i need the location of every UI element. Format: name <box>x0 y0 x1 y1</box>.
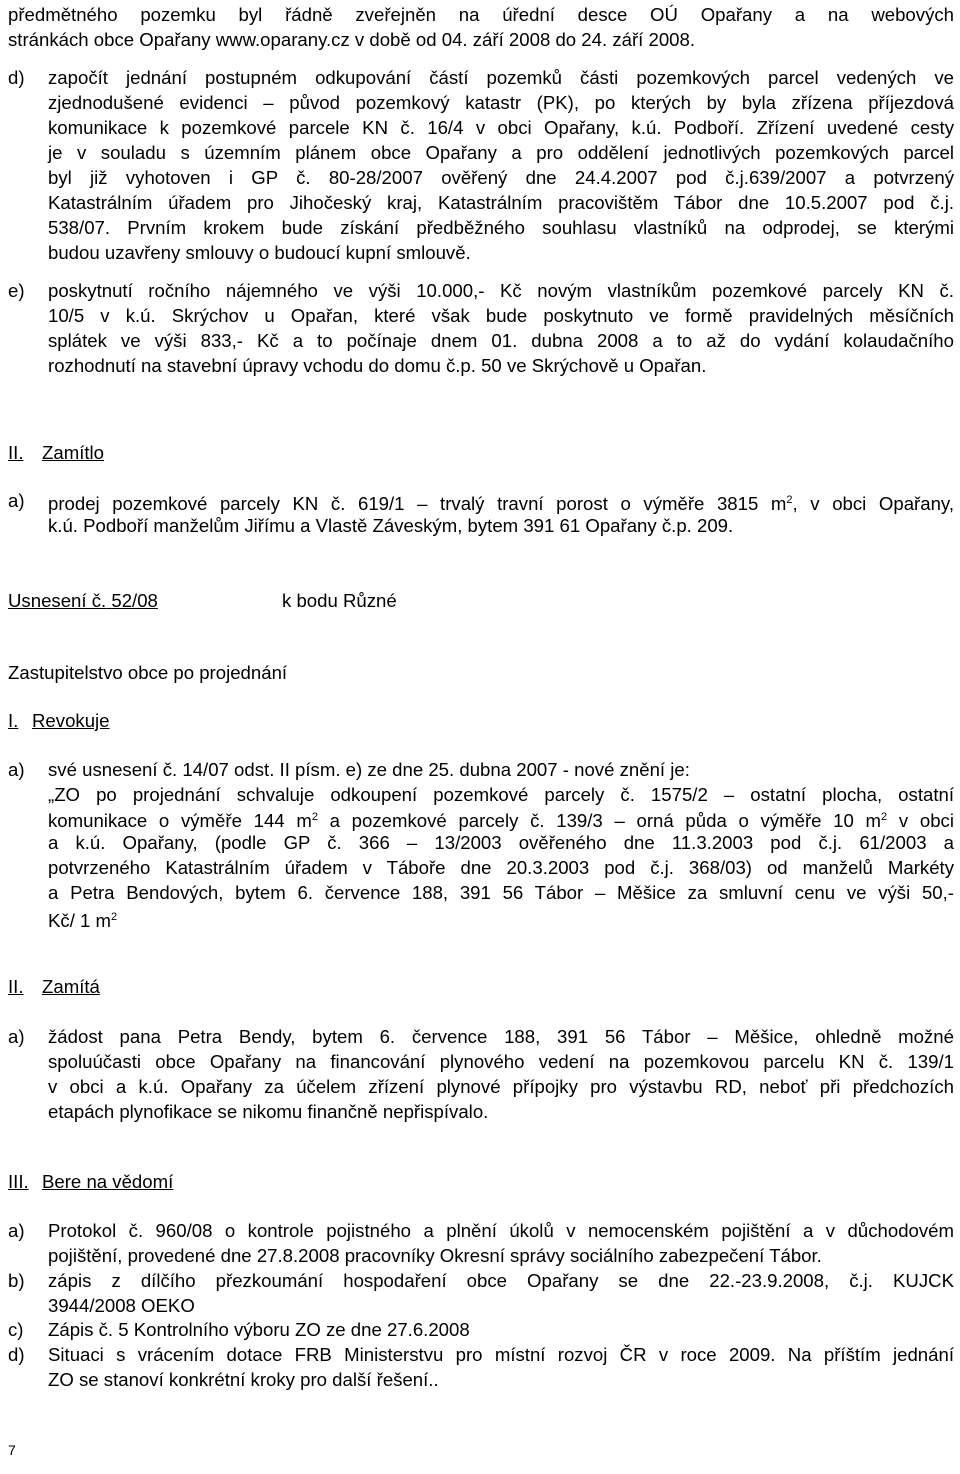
bere-line: Situaci s vrácením dotace FRB Ministerstvu pro místní rozvoj ČR v roce 2009. Na příštím jednání <box>48 1344 954 1365</box>
revokuje-line: „ZO po projednání schvaluje odkoupení pozemkové parcely č. 1575/2 – ostatní plocha, ostatní <box>48 784 954 805</box>
superscript: 2 <box>311 811 318 823</box>
text-segment: komunikace o výměře 144 m <box>48 810 312 832</box>
document-page <box>8 0 954 1474</box>
section-heading-zamita <box>8 974 100 999</box>
section-number: II. <box>8 442 24 463</box>
section-title: Zamítlo <box>42 442 104 463</box>
section-title: Revokuje <box>32 710 110 731</box>
bere-item-label: b) <box>8 1270 25 1291</box>
text-segment: prodej pozemkové parcely KN č. 619/1 – trvalý travní porost o výměře 3815 m <box>48 493 787 515</box>
item-d-line: je v souladu s územním plánem obce Opařany a pro oddělení jednotlivých pozemkových parcel <box>48 142 954 163</box>
zamita-line: žádost pana Petra Bendy, bytem 6. července 188, 391 56 Tábor – Měšice, ohledně možné <box>48 1026 954 1047</box>
item-e-line: poskytnutí ročního nájemného ve výši 10.000,- Kč novým vlastníkům pozemkové parcely KN č. <box>48 280 954 301</box>
superscript: 2 <box>786 494 793 506</box>
revokuje-line: a Petra Bendových, bytem 6. července 188, 391 56 Tábor – Měšice za smluvní cenu ve výši 50,- <box>48 882 954 903</box>
bere-line: Zápis č. 5 Kontrolního výboru ZO ze dne 27.6.2008 <box>48 1319 470 1340</box>
revokuje-line <box>48 905 954 933</box>
text-segment: Kč/ 1 m <box>48 910 112 932</box>
bere-item-label: a) <box>8 1220 25 1241</box>
item-d-line: zjednodušené evidenci – původ pozemkový katastr (PK), po kterých by byla zřízena příjezdová <box>48 92 954 113</box>
resolution-number: 52/08 <box>111 590 158 611</box>
section-heading-revokuje <box>8 708 110 733</box>
item-d-line: byl již vyhotoven i GP č. 80-28/2007 ověřený dne 24.4.2007 pod č.j.639/2007 a potvrzený <box>48 167 954 188</box>
bere-line: 3944/2008 OEKO <box>48 1295 195 1316</box>
council-intro: Zastupitelstvo obce po projednání <box>8 662 288 683</box>
item-d-line: 538/07. Prvním krokem bude získání předběžného souhlasu vlastníků na odprodej, se kterými <box>48 217 954 238</box>
section-number: II. <box>8 976 24 997</box>
zamitlo-item-line <box>48 488 954 516</box>
page-number: 7 <box>8 1442 16 1458</box>
section-title: Zamítá <box>42 976 100 997</box>
resolution-subject: k bodu Různé <box>282 590 397 611</box>
zamita-line: etapách plynofikace se nikomu finančně nepřispívalo. <box>48 1101 489 1122</box>
bere-line: ZO se stanoví konkrétní kroky pro další řešení.. <box>48 1369 439 1390</box>
bere-item-label: c) <box>8 1319 24 1340</box>
item-d-line: budou uzavřeny smlouvy o budoucí kupní smlouvě. <box>48 242 471 263</box>
item-e-line: 10/5 v k.ú. Skrýchov u Opařan, které však bude poskytnuto ve formě pravidelných měsíčních <box>48 305 954 326</box>
intro-line-2: stránkách obce Opařany www.oparany.cz v době od 04. září 2008 do 24. září 2008. <box>8 29 696 50</box>
text-segment: , v obci Opařany, <box>792 493 954 515</box>
zamita-line: v obci a k.ú. Opařany za účelem zřízení plynové přípojky pro výstavbu RD, neboť při předchozích <box>48 1076 954 1097</box>
bere-line: Protokol č. 960/08 o kontrole pojistného a plnění úkolů v nemocenském pojištění a v důchodovém <box>48 1220 954 1241</box>
section-heading-bere-na-vedomi <box>8 1169 173 1194</box>
bere-item-label: d) <box>8 1344 25 1365</box>
bere-line: zápis z dílčího přezkoumání hospodaření obce Opařany se dne 22.-23.9.2008, č.j. KUJCK <box>48 1270 954 1291</box>
zamita-item-label: a) <box>8 1026 25 1047</box>
section-number: III. <box>8 1171 29 1192</box>
intro-line-1: předmětného pozemku byl řádně zveřejněn na úřední desce OÚ Opařany a na webových <box>8 4 954 25</box>
revokuje-item-label: a) <box>8 759 25 780</box>
bere-line: pojištění, provedené dne 27.8.2008 pracovníky Okresní správy sociálního zabezpečení Tábor. <box>48 1245 822 1266</box>
text-segment: v obci <box>887 810 954 832</box>
revokuje-line <box>48 805 954 833</box>
item-d-line: započít jednání postupném odkupování částí pozemků části pozemkových parcel vedených ve <box>48 67 954 88</box>
revokuje-line: a k.ú. Opařany, (podle GP č. 366 – 13/2003 ověřeného dne 11.3.2003 pod č.j. 61/2003 a <box>48 832 954 853</box>
item-d-label: d) <box>8 67 25 88</box>
section-title: Bere na vědomí <box>42 1171 174 1192</box>
zamitlo-item-line: k.ú. Podboří manželům Jiřímu a Vlastě Záveským, bytem 391 61 Opařany č.p. 209. <box>48 515 734 536</box>
item-e-line: splátek ve výši 833,- Kč a to počínaje dnem 01. dubna 2008 a to až do vydání kolaudačního <box>48 330 954 351</box>
item-e-line: rozhodnutí na stavební úpravy vchodu do domu č.p. 50 ve Skrýchově u Opařan. <box>48 355 707 376</box>
revokuje-line: potvrzeného Katastrálním úřadem v Táboře dne 20.3.2003 pod č.j. 368/03) od manželů Markéty <box>48 857 954 878</box>
section-heading-zamitlo <box>8 440 104 465</box>
superscript: 2 <box>881 811 888 823</box>
text-segment: a pozemkové parcely č. 139/3 – orná půda o výměře 10 m <box>317 810 882 832</box>
resolution-heading <box>8 588 158 613</box>
item-d-line: Katastrálním úřadem pro Jihočeský kraj, Katastrálním pracovištěm Tábor dne 10.5.2007 pod č.j. <box>48 192 954 213</box>
resolution-label: Usnesení č. <box>8 590 107 611</box>
item-e-label: e) <box>8 280 25 301</box>
item-d-line: komunikace k pozemkové parcele KN č. 16/4 v obci Opařany, k.ú. Podboří. Zřízení uvedené cesty <box>48 117 954 138</box>
zamita-line: spoluúčasti obce Opařany na financování plynového vedení na pozemkovou parcelu KN č. 139/1 <box>48 1051 954 1072</box>
section-number: I. <box>8 710 19 731</box>
superscript: 2 <box>111 911 118 923</box>
zamitlo-item-label: a) <box>8 490 25 511</box>
revokuje-line: své usnesení č. 14/07 odst. II písm. e) ze dne 25. dubna 2007 - nové znění je: <box>48 759 690 780</box>
